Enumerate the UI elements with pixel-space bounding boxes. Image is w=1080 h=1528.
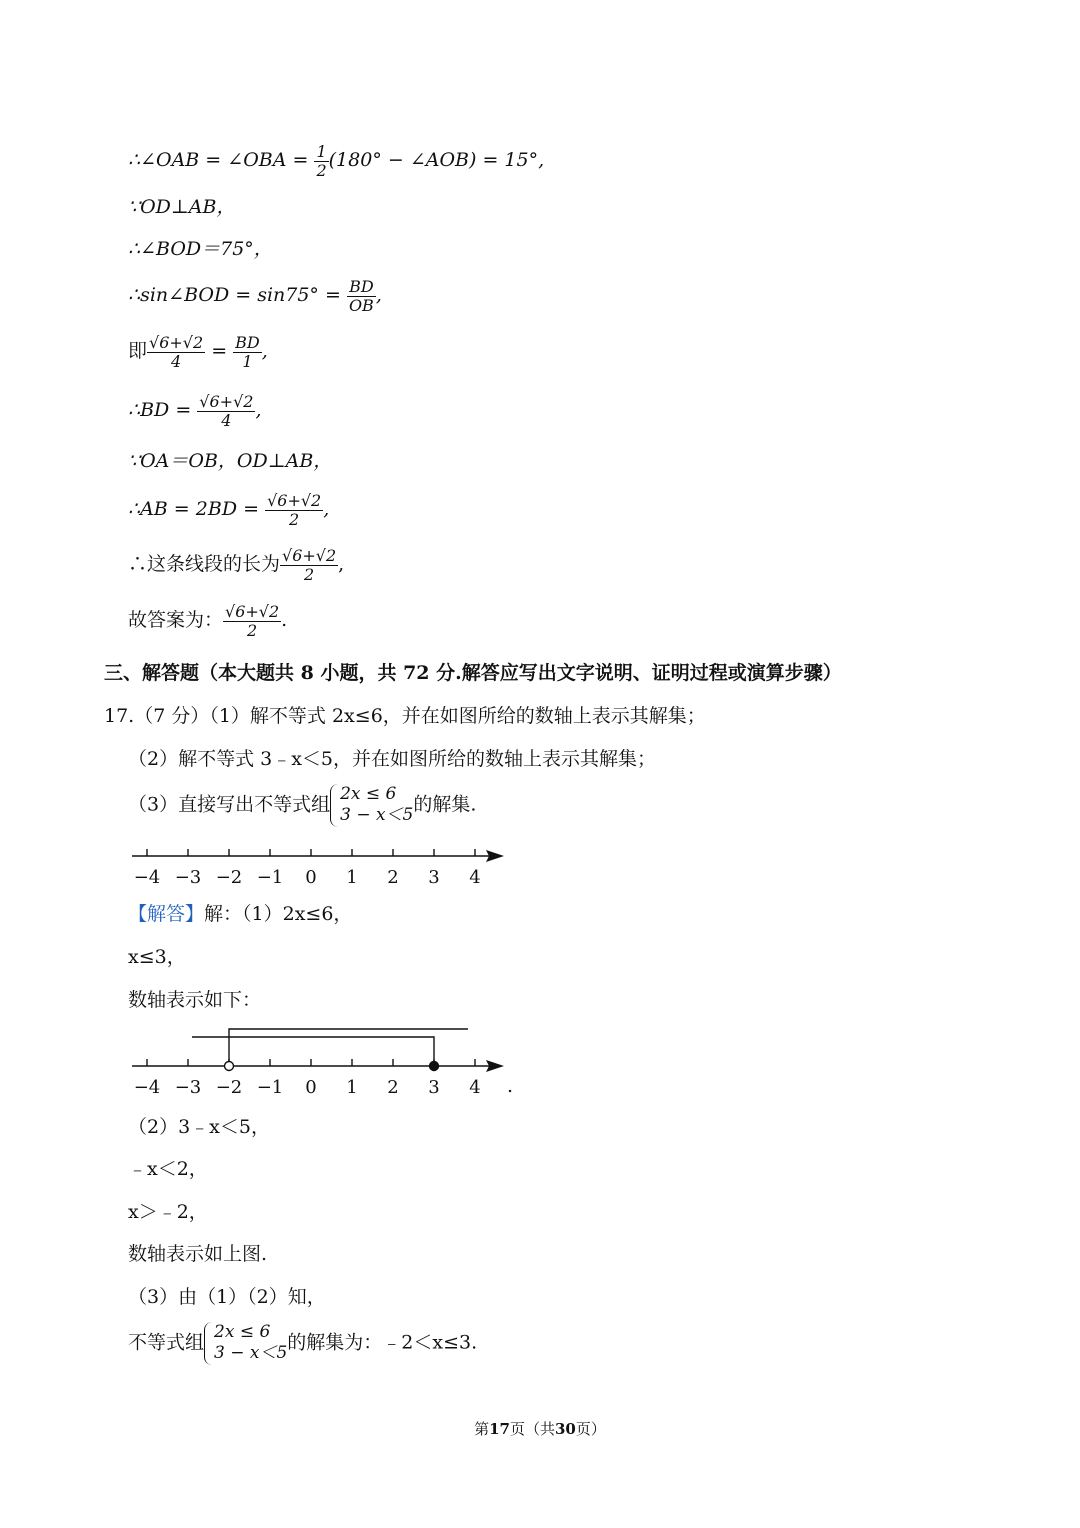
answer-tag: 【解答】 <box>128 903 205 925</box>
step-7: ∵OA＝OB，OD⊥AB， <box>128 450 333 472</box>
tick-label: −3 <box>174 1077 202 1098</box>
page-footer: 第17页（共30页） <box>474 1420 606 1438</box>
tick-label: −2 <box>215 867 243 888</box>
fraction: $\frac{1}{2}$ <box>316 142 327 180</box>
tick-label: 0 <box>305 1077 317 1098</box>
tick-label: 4 <box>469 1077 481 1098</box>
tick-label: 3 <box>428 1077 440 1098</box>
answer-line-2: x≤3， <box>128 946 186 968</box>
fraction: $\frac{√6+√2}{2}$ <box>225 602 280 640</box>
number-line-blank <box>128 842 528 892</box>
answer-line-7: 数轴表示如上图. <box>128 1243 268 1265</box>
problem-part-1: 17.（7 分）（1）解不等式 2x≤6，并在如图所给的数轴上表示其解集； <box>104 705 706 727</box>
open-point <box>225 1062 234 1071</box>
answer-line-9: 不等式组 2x ≤ 6 3 − x＜5 的解集为：﹣2＜x≤3. <box>128 1322 478 1364</box>
tick-label: 2 <box>387 1077 399 1098</box>
closed-point <box>430 1062 439 1071</box>
problem-part-2: （2）解不等式 3﹣x＜5，并在如图所给的数轴上表示其解集； <box>128 748 657 770</box>
tick-label: 1 <box>346 1077 358 1098</box>
page-number: 17 <box>489 1420 510 1438</box>
answer-line-5: ﹣x＜2， <box>128 1158 208 1180</box>
tick-label: 1 <box>346 867 358 888</box>
step-10: 故答案为： $\frac{√6+√2}{2}$ . <box>128 602 288 640</box>
fraction: $\frac{BD}{OB}$ <box>348 277 374 315</box>
fraction: $\frac{BD}{1}$ <box>235 333 260 371</box>
tick-label: 4 <box>469 867 481 888</box>
answer-line-3: 数轴表示如下： <box>128 989 262 1011</box>
fraction: $\frac{√6+√2}{2}$ <box>267 491 322 529</box>
tick-label: −3 <box>174 867 202 888</box>
tick-label: −4 <box>133 867 161 888</box>
answer-line-1: 【解答】解：（1）2x≤6， <box>128 903 353 925</box>
tick-label: −4 <box>133 1077 161 1098</box>
step-6: ∴BD = $\frac{√6+√2}{4}$ , <box>128 392 262 430</box>
answer-line-8: （3）由（1）（2）知， <box>128 1286 326 1308</box>
tick-label: −1 <box>256 867 284 888</box>
tick-label: −1 <box>256 1077 284 1098</box>
number-line-period: . <box>507 1075 514 1097</box>
inequality-system: 2x ≤ 6 3 − x＜5 <box>330 784 413 827</box>
step-2: ∵OD⊥AB， <box>128 196 236 218</box>
step-9: ∴这条线段的长为 $\frac{√6+√2}{2}$ , <box>128 546 345 584</box>
inequality-system: 2x ≤ 6 3 − x＜5 <box>204 1322 287 1365</box>
tick-label: 3 <box>428 867 440 888</box>
fraction: $\frac{√6+√2}{4}$ <box>199 392 254 430</box>
number-line-solution <box>128 1022 528 1102</box>
fraction: $\frac{√6+√2}{4}$ <box>149 333 204 371</box>
tick-label: 2 <box>387 867 399 888</box>
tick-label: 0 <box>305 867 317 888</box>
step-3: ∴∠BOD＝75°， <box>128 238 273 260</box>
step-4: ∴sin∠BOD = sin75° = $\frac{BD}{OB}$ , <box>128 277 382 315</box>
section-title: 三、解答题（本大题共 8 小题，共 72 分.解答应写出文字说明、证明过程或演算步骤） <box>104 662 842 684</box>
step-8: ∴AB = 2BD = $\frac{√6+√2}{2}$ , <box>128 491 330 529</box>
fraction: $\frac{√6+√2}{2}$ <box>282 546 337 584</box>
problem-part-3: （3）直接写出不等式组 2x ≤ 6 3 − x＜5 的解集. <box>128 784 477 826</box>
answer-line-4: （2）3﹣x＜5， <box>128 1116 270 1138</box>
answer-line-6: x＞﹣2， <box>128 1201 208 1223</box>
step-1: ∴∠OAB = ∠OBA = $\frac{1}{2}$ (180° − ∠AOB) = 15°, <box>128 142 545 180</box>
step-5: 即 $\frac{√6+√2}{4}$ = $\frac{BD}{1}$ , <box>128 333 268 371</box>
tick-label: −2 <box>215 1077 243 1098</box>
solution-ray-greater <box>229 1029 468 1066</box>
page-total: 30 <box>555 1420 576 1438</box>
